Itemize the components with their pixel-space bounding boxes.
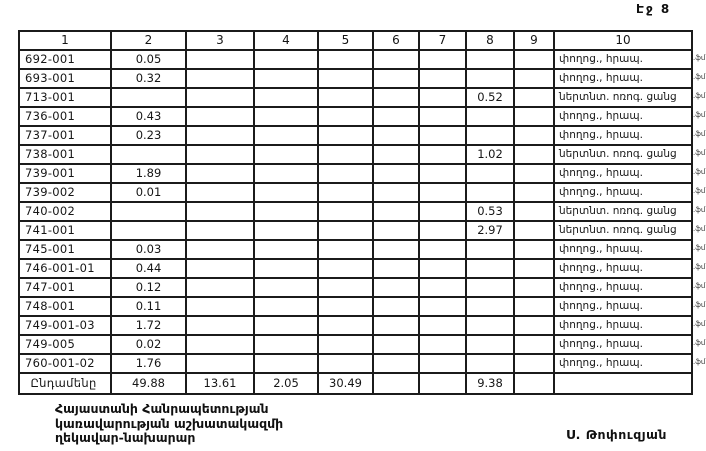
cell-col-6 [373, 335, 419, 354]
cell-col-2-value: 0.02 [111, 335, 186, 354]
cell-col-10-note: փողոց., հրապ. [554, 126, 692, 145]
cell-col-5 [318, 145, 373, 164]
cell-col-7 [419, 221, 466, 240]
cell-col-9 [514, 69, 554, 88]
cell-col-6 [373, 297, 419, 316]
cell-col-5 [318, 316, 373, 335]
cell-col-10-note: փողոց., հրապ. [554, 354, 692, 373]
cell-col-6 [373, 278, 419, 297]
cell-col-10-note: ներտնտ. ոռոգ. ցանց [554, 221, 692, 240]
cell-col-6 [373, 107, 419, 126]
cell-col-4 [254, 278, 318, 297]
cell-col-8-value [466, 107, 514, 126]
cell-col-8-value [466, 240, 514, 259]
cell-col-10-note: ներտնտ. ոռոգ. ցանց [554, 202, 692, 221]
cell-col-4 [254, 240, 318, 259]
cell-col-4 [254, 297, 318, 316]
table-row [19, 316, 692, 335]
cell-col-9 [514, 316, 554, 335]
cell-col-8-value [466, 164, 514, 183]
cell-col-6 [373, 69, 419, 88]
cell-col-2-value: 0.05 [111, 50, 186, 69]
cell-col-8-value [466, 354, 514, 373]
table-row [19, 50, 692, 69]
cell-col-5 [318, 164, 373, 183]
footer-block [55, 402, 283, 446]
cell-col-10-note: փողոց., հրապ. [554, 316, 692, 335]
total-col-3: 13.61 [186, 373, 254, 394]
cell-col-6 [373, 50, 419, 69]
cell-col-6 [373, 354, 419, 373]
total-col-2: 49.88 [111, 373, 186, 394]
cell-col-10-note: փողոց., հրապ. [554, 107, 692, 126]
cell-col-5 [318, 297, 373, 316]
cell-col-2-value [111, 221, 186, 240]
cell-col-7 [419, 50, 466, 69]
total-col-6 [373, 373, 419, 394]
cell-col-3 [186, 278, 254, 297]
cell-col-9 [514, 126, 554, 145]
margin-annotation: .ֆմ [693, 168, 706, 176]
cell-object-code: 739-001 [19, 164, 111, 183]
cell-col-4 [254, 107, 318, 126]
cell-col-5 [318, 354, 373, 373]
cell-col-4 [254, 50, 318, 69]
cell-col-3 [186, 183, 254, 202]
cell-object-code: 745-001 [19, 240, 111, 259]
total-col-8: 9.38 [466, 373, 514, 394]
cell-col-8-value [466, 183, 514, 202]
table-row [19, 221, 692, 240]
cell-col-10-note: փողոց., հրապ. [554, 69, 692, 88]
header-col-1: 1 [19, 31, 111, 50]
cell-col-8-value [466, 297, 514, 316]
total-col-9 [514, 373, 554, 394]
cell-col-2-value: 1.72 [111, 316, 186, 335]
cell-col-5 [318, 335, 373, 354]
cell-col-9 [514, 107, 554, 126]
table-row [19, 164, 692, 183]
cell-col-2-value: 0.11 [111, 297, 186, 316]
cell-col-4 [254, 354, 318, 373]
margin-notes-column [693, 49, 706, 372]
margin-annotation: .ֆմ [693, 339, 706, 347]
cell-col-5 [318, 50, 373, 69]
cell-col-8-value [466, 278, 514, 297]
table-row [19, 354, 692, 373]
cell-col-9 [514, 145, 554, 164]
table-row [19, 126, 692, 145]
cell-col-10-note: ներտնտ. ոռոգ. ցանց [554, 88, 692, 107]
cell-col-8-value: 0.52 [466, 88, 514, 107]
cell-col-9 [514, 50, 554, 69]
margin-annotation: .ֆմ [693, 282, 706, 290]
cell-col-2-value: 0.03 [111, 240, 186, 259]
cell-col-4 [254, 316, 318, 335]
total-col-4: 2.05 [254, 373, 318, 394]
total-label: Ընդամենը [19, 373, 111, 394]
margin-annotation: .ֆմ [693, 225, 706, 233]
cell-col-10-note: փողոց., հրապ. [554, 164, 692, 183]
cell-col-4 [254, 221, 318, 240]
cell-object-code: 741-001 [19, 221, 111, 240]
cell-col-8-value [466, 50, 514, 69]
cell-object-code: 692-001 [19, 50, 111, 69]
header-col-3: 3 [186, 31, 254, 50]
cell-object-code: 747-001 [19, 278, 111, 297]
cell-col-7 [419, 335, 466, 354]
margin-annotation: .ֆմ [693, 92, 706, 100]
cell-col-5 [318, 126, 373, 145]
cell-col-5 [318, 278, 373, 297]
header-col-4: 4 [254, 31, 318, 50]
cell-col-7 [419, 202, 466, 221]
cell-col-5 [318, 240, 373, 259]
margin-annotation: .ֆմ [693, 187, 706, 195]
cell-col-4 [254, 259, 318, 278]
cell-col-7 [419, 259, 466, 278]
cell-col-3 [186, 316, 254, 335]
margin-annotation: .ֆմ [693, 320, 706, 328]
cell-col-3 [186, 126, 254, 145]
cell-col-10-note: փողոց., հրապ. [554, 335, 692, 354]
cell-col-3 [186, 297, 254, 316]
data-table [18, 30, 693, 395]
header-col-10: 10 [554, 31, 692, 50]
cell-col-9 [514, 354, 554, 373]
cell-col-10-note: փողոց., հրապ. [554, 278, 692, 297]
cell-col-10-note: փողոց., հրապ. [554, 297, 692, 316]
table-header-row [19, 31, 692, 50]
table-row [19, 259, 692, 278]
cell-col-8-value: 0.53 [466, 202, 514, 221]
cell-col-6 [373, 259, 419, 278]
cell-col-7 [419, 69, 466, 88]
cell-col-6 [373, 145, 419, 164]
total-col-10 [554, 373, 692, 394]
cell-col-7 [419, 297, 466, 316]
table-row [19, 278, 692, 297]
table-row [19, 240, 692, 259]
cell-object-code: 713-001 [19, 88, 111, 107]
cell-col-5 [318, 88, 373, 107]
cell-col-9 [514, 335, 554, 354]
cell-col-7 [419, 145, 466, 164]
cell-col-5 [318, 202, 373, 221]
cell-col-3 [186, 88, 254, 107]
cell-col-4 [254, 145, 318, 164]
cell-col-8-value: 2.97 [466, 221, 514, 240]
cell-col-2-value: 0.32 [111, 69, 186, 88]
cell-col-9 [514, 259, 554, 278]
cell-object-code: 738-001 [19, 145, 111, 164]
footer-line: ղեկավար-նախարար [55, 430, 196, 445]
cell-col-9 [514, 278, 554, 297]
table-row [19, 202, 692, 221]
cell-col-9 [514, 221, 554, 240]
cell-col-9 [514, 164, 554, 183]
cell-col-4 [254, 183, 318, 202]
cell-col-4 [254, 88, 318, 107]
cell-col-6 [373, 240, 419, 259]
margin-annotation: .ֆմ [693, 111, 706, 119]
cell-object-code: 760-001-02 [19, 354, 111, 373]
cell-col-4 [254, 126, 318, 145]
cell-col-2-value [111, 202, 186, 221]
cell-col-6 [373, 202, 419, 221]
cell-col-4 [254, 164, 318, 183]
cell-col-7 [419, 126, 466, 145]
cell-col-6 [373, 164, 419, 183]
cell-col-7 [419, 107, 466, 126]
cell-col-5 [318, 69, 373, 88]
cell-col-3 [186, 259, 254, 278]
total-col-7 [419, 373, 466, 394]
cell-col-3 [186, 164, 254, 183]
cell-col-2-value: 1.89 [111, 164, 186, 183]
table-row [19, 335, 692, 354]
cell-col-8-value: 1.02 [466, 145, 514, 164]
table-row [19, 69, 692, 88]
table-row [19, 107, 692, 126]
cell-col-10-note: փողոց., հրապ. [554, 183, 692, 202]
cell-col-6 [373, 126, 419, 145]
cell-col-10-note: փողոց., հրապ. [554, 259, 692, 278]
footer-line: կառավարության աշխատակազմի [55, 415, 284, 431]
header-col-7: 7 [419, 31, 466, 50]
cell-object-code: 749-005 [19, 335, 111, 354]
cell-col-6 [373, 88, 419, 107]
header-col-8: 8 [466, 31, 514, 50]
table-row [19, 88, 692, 107]
cell-col-5 [318, 183, 373, 202]
cell-col-8-value [466, 69, 514, 88]
cell-col-3 [186, 240, 254, 259]
table-row [19, 145, 692, 164]
header-col-2: 2 [111, 31, 186, 50]
cell-col-6 [373, 221, 419, 240]
cell-object-code: 693-001 [19, 69, 111, 88]
cell-col-5 [318, 107, 373, 126]
cell-col-2-value: 1.76 [111, 354, 186, 373]
cell-col-3 [186, 354, 254, 373]
cell-col-3 [186, 335, 254, 354]
cell-col-9 [514, 183, 554, 202]
cell-col-9 [514, 202, 554, 221]
cell-col-6 [373, 316, 419, 335]
cell-col-10-note: փողոց., հրապ. [554, 50, 692, 69]
header-col-5: 5 [318, 31, 373, 50]
cell-object-code: 740-002 [19, 202, 111, 221]
cell-col-9 [514, 297, 554, 316]
footer-line: Հայաստանի Հանրապետության [55, 401, 269, 416]
cell-col-8-value [466, 316, 514, 335]
cell-col-10-note: փողոց., հրապ. [554, 240, 692, 259]
signature-name: Ս. Թոփուզյան [566, 427, 667, 442]
cell-col-8-value [466, 259, 514, 278]
cell-col-2-value [111, 88, 186, 107]
cell-col-7 [419, 164, 466, 183]
cell-col-3 [186, 145, 254, 164]
cell-object-code: 746-001-01 [19, 259, 111, 278]
margin-annotation: .ֆմ [693, 54, 706, 62]
margin-annotation: .ֆմ [693, 244, 706, 252]
cell-col-8-value [466, 335, 514, 354]
margin-annotation: .ֆմ [693, 130, 706, 138]
cell-col-3 [186, 107, 254, 126]
cell-col-5 [318, 221, 373, 240]
cell-col-2-value: 0.44 [111, 259, 186, 278]
cell-col-3 [186, 50, 254, 69]
header-col-6: 6 [373, 31, 419, 50]
cell-col-4 [254, 69, 318, 88]
cell-col-10-note: ներտնտ. ոռոգ. ցանց [554, 145, 692, 164]
cell-col-7 [419, 183, 466, 202]
margin-annotation: .ֆմ [693, 206, 706, 214]
cell-col-8-value [466, 126, 514, 145]
cell-col-2-value [111, 145, 186, 164]
cell-col-7 [419, 278, 466, 297]
cell-col-7 [419, 354, 466, 373]
cell-col-2-value: 0.43 [111, 107, 186, 126]
cell-object-code: 737-001 [19, 126, 111, 145]
cell-object-code: 748-001 [19, 297, 111, 316]
cell-col-3 [186, 69, 254, 88]
cell-col-2-value: 0.12 [111, 278, 186, 297]
cell-col-6 [373, 183, 419, 202]
cell-col-3 [186, 221, 254, 240]
margin-annotation: .ֆմ [693, 73, 706, 81]
margin-annotation: .ֆմ [693, 149, 706, 157]
header-col-9: 9 [514, 31, 554, 50]
cell-col-9 [514, 88, 554, 107]
table-row [19, 183, 692, 202]
cell-col-7 [419, 240, 466, 259]
cell-col-3 [186, 202, 254, 221]
cell-col-4 [254, 335, 318, 354]
total-col-5: 30.49 [318, 373, 373, 394]
cell-object-code: 739-002 [19, 183, 111, 202]
cell-col-4 [254, 202, 318, 221]
cell-col-2-value: 0.01 [111, 183, 186, 202]
cell-col-2-value: 0.23 [111, 126, 186, 145]
cell-col-7 [419, 316, 466, 335]
cell-col-7 [419, 88, 466, 107]
margin-annotation: .ֆմ [693, 263, 706, 271]
cell-col-9 [514, 240, 554, 259]
margin-annotation: .ֆմ [693, 358, 706, 366]
table-row [19, 297, 692, 316]
cell-object-code: 749-001-03 [19, 316, 111, 335]
table-total-row [19, 373, 692, 394]
margin-annotation: .ֆմ [693, 301, 706, 309]
cell-col-5 [318, 259, 373, 278]
cell-object-code: 736-001 [19, 107, 111, 126]
page-number-label: Էջ 8 [636, 2, 672, 16]
